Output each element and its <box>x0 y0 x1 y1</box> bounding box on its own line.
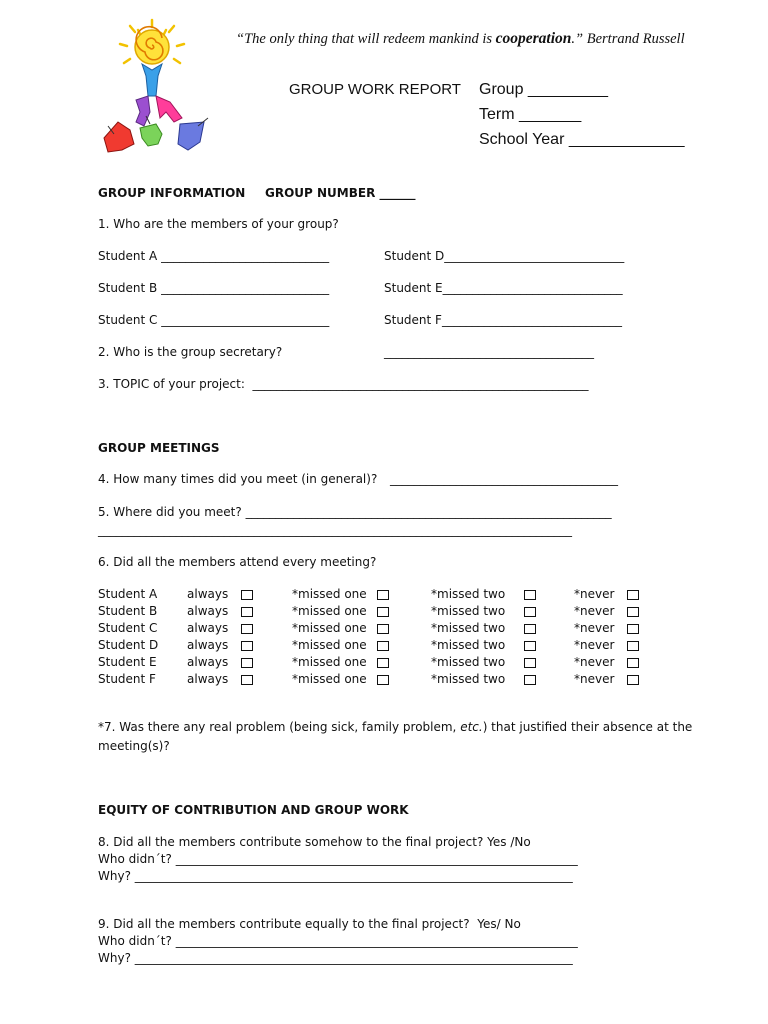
student-a-field[interactable]: Student A ____________________________ <box>98 249 330 263</box>
question-8: 8. Did all the members contribute somehow to the final project? Yes /No <box>98 835 531 849</box>
attendance-checkbox[interactable] <box>524 675 536 685</box>
attendance-checkbox[interactable] <box>377 590 389 600</box>
attendance-checkbox[interactable] <box>377 641 389 651</box>
attendance-student-label: Student B <box>98 604 158 618</box>
question-6: 6. Did all the members attend every meeting? <box>98 555 377 569</box>
cooperation-logo <box>100 18 215 158</box>
attendance-option-label: *missed two <box>431 638 506 652</box>
attendance-student-label: Student F <box>98 672 156 686</box>
attendance-checkbox[interactable] <box>241 624 253 634</box>
group-number-field[interactable]: GROUP NUMBER ______ <box>265 186 416 200</box>
attendance-option-label: *never <box>574 672 615 686</box>
attendance-option-label: *missed two <box>431 604 506 618</box>
quote-text: “The only thing that will redeem mankind is <box>236 31 496 47</box>
question-5-field[interactable]: 5. Where did you meet? _____________________________________________________________ <box>98 505 612 519</box>
question-8-why-field[interactable]: Why? _________________________________________________________________________ <box>98 869 573 883</box>
question-4: 4. How many times did you meet (in general)? <box>98 472 378 486</box>
attendance-student-label: Student A <box>98 587 158 601</box>
attendance-option-label: *missed two <box>431 621 506 635</box>
attendance-checkbox[interactable] <box>627 641 639 651</box>
equity-heading: EQUITY OF CONTRIBUTION AND GROUP WORK <box>98 803 409 817</box>
attendance-student-label: Student E <box>98 655 157 669</box>
attendance-checkbox[interactable] <box>627 658 639 668</box>
attendance-option-label: always <box>187 655 229 669</box>
group-field[interactable]: Group _________ <box>479 81 608 98</box>
attendance-student-label: Student D <box>98 638 159 652</box>
attendance-option-label: *missed one <box>292 587 367 601</box>
attendance-checkbox[interactable] <box>524 607 536 617</box>
group-meetings-heading: GROUP MEETINGS <box>98 441 220 455</box>
secretary-field[interactable]: ___________________________________ <box>384 345 594 359</box>
question-9-who-field[interactable]: Who didn´t? ___________________________________________________________________ <box>98 934 578 948</box>
attendance-option-label: always <box>187 638 229 652</box>
group-information-heading: GROUP INFORMATION <box>98 186 246 200</box>
attendance-option-label: *never <box>574 621 615 635</box>
student-b-field[interactable]: Student B ____________________________ <box>98 281 330 295</box>
quote-emphasis: cooperation <box>495 30 572 47</box>
question-7-text-end: ) that justified their absence at the <box>482 720 693 734</box>
attendance-option-label: *missed one <box>292 604 367 618</box>
question-2: 2. Who is the group secretary? <box>98 345 283 359</box>
question-7-text: *7. Was there any real problem (being sick, family problem, <box>98 720 461 734</box>
attendance-option-label: *missed one <box>292 655 367 669</box>
attendance-student-label: Student C <box>98 621 158 635</box>
attendance-checkbox[interactable] <box>627 590 639 600</box>
attendance-option-label: *missed two <box>431 587 506 601</box>
attendance-option-label: *missed two <box>431 672 506 686</box>
student-c-field[interactable]: Student C ____________________________ <box>98 313 330 327</box>
attendance-checkbox[interactable] <box>627 624 639 634</box>
attendance-checkbox[interactable] <box>241 675 253 685</box>
attendance-checkbox[interactable] <box>241 590 253 600</box>
question-7-line-2: meeting(s)? <box>98 739 170 753</box>
attendance-option-label: *never <box>574 587 615 601</box>
question-5-line-2[interactable]: _______________________________________________________________________________ <box>98 523 572 537</box>
attendance-option-label: *never <box>574 604 615 618</box>
attendance-option-label: *missed one <box>292 672 367 686</box>
attendance-checkbox[interactable] <box>241 607 253 617</box>
attendance-checkbox[interactable] <box>524 658 536 668</box>
attendance-checkbox[interactable] <box>241 641 253 651</box>
attendance-checkbox[interactable] <box>241 658 253 668</box>
attendance-checkbox[interactable] <box>377 624 389 634</box>
attendance-checkbox[interactable] <box>627 675 639 685</box>
attendance-option-label: *never <box>574 638 615 652</box>
attendance-checkbox[interactable] <box>377 607 389 617</box>
quote-attribution: .” Bertrand Russell <box>571 31 685 47</box>
student-d-field[interactable]: Student D______________________________ <box>384 249 625 263</box>
attendance-option-label: *missed two <box>431 655 506 669</box>
question-1: 1. Who are the members of your group? <box>98 217 339 231</box>
question-9-why-field[interactable]: Why? _________________________________________________________________________ <box>98 951 573 965</box>
student-f-field[interactable]: Student F______________________________ <box>384 313 622 327</box>
attendance-checkbox[interactable] <box>377 658 389 668</box>
question-3-topic-field[interactable]: 3. TOPIC of your project: ________________________________________________________ <box>98 377 589 391</box>
attendance-checkbox[interactable] <box>524 590 536 600</box>
attendance-checkbox[interactable] <box>524 641 536 651</box>
attendance-option-label: *missed one <box>292 638 367 652</box>
question-7-etc: etc. <box>460 720 483 734</box>
student-e-field[interactable]: Student E______________________________ <box>384 281 623 295</box>
question-9: 9. Did all the members contribute equally to the final project? Yes/ No <box>98 917 521 931</box>
attendance-option-label: always <box>187 672 229 686</box>
question-8-who-field[interactable]: Who didn´t? ___________________________________________________________________ <box>98 852 578 866</box>
attendance-option-label: always <box>187 604 229 618</box>
attendance-checkbox[interactable] <box>627 607 639 617</box>
quote <box>236 30 685 48</box>
attendance-checkbox[interactable] <box>524 624 536 634</box>
page-title: GROUP WORK REPORT <box>289 81 461 98</box>
attendance-option-label: always <box>187 621 229 635</box>
attendance-option-label: *missed one <box>292 621 367 635</box>
meetings-count-field[interactable]: ______________________________________ <box>390 472 618 486</box>
attendance-option-label: always <box>187 587 229 601</box>
question-7-line-1 <box>98 720 692 734</box>
attendance-option-label: *never <box>574 655 615 669</box>
school-year-field[interactable]: School Year _____________ <box>479 131 685 148</box>
attendance-checkbox[interactable] <box>377 675 389 685</box>
term-field[interactable]: Term _______ <box>479 106 582 123</box>
